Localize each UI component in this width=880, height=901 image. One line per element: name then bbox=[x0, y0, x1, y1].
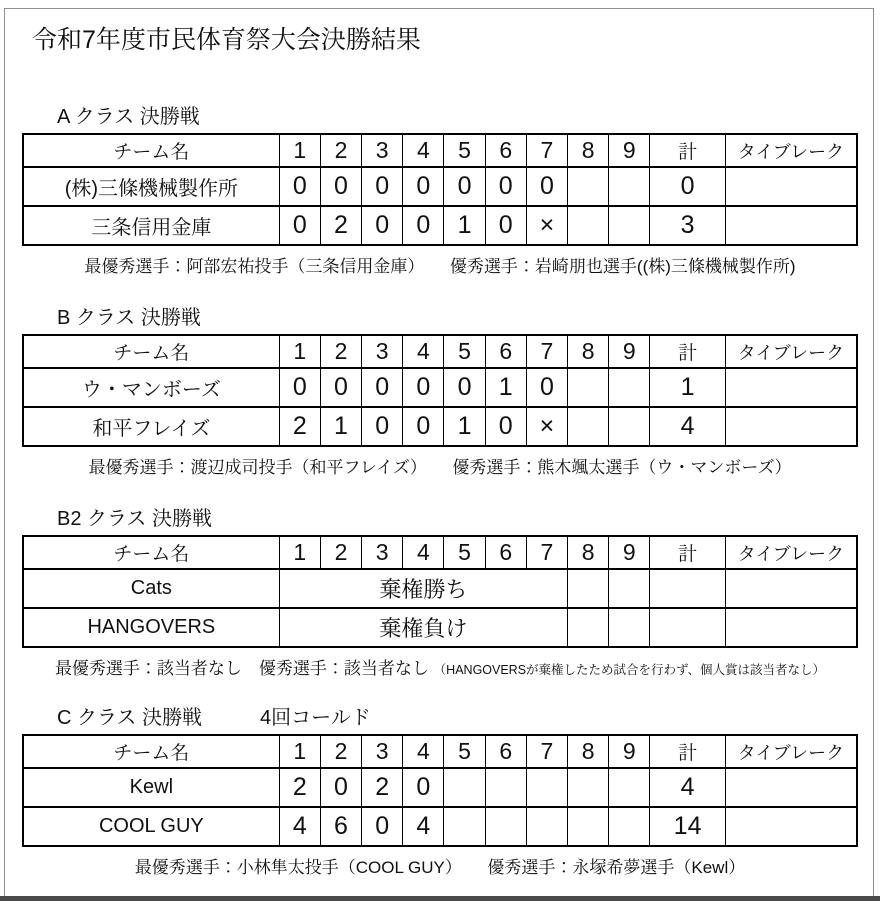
team-name-cell: COOL GUY bbox=[23, 807, 279, 846]
tiebreak-cell bbox=[725, 167, 857, 206]
forfeit-result-cell: 棄権勝ち bbox=[279, 569, 567, 608]
team-score-row bbox=[23, 206, 857, 245]
team-name-header-cell: チーム名 bbox=[23, 335, 279, 368]
inning-score-cell bbox=[609, 608, 650, 647]
inning-score-cell bbox=[568, 569, 609, 608]
inning-header-cell: 7 bbox=[526, 134, 567, 167]
award-note bbox=[22, 853, 858, 878]
tiebreak-cell bbox=[725, 206, 857, 245]
inning-score-cell: 1 bbox=[485, 368, 526, 407]
total-score-cell: 0 bbox=[650, 167, 725, 206]
inning-score-cell bbox=[444, 807, 485, 846]
inning-score-cell: 0 bbox=[362, 807, 403, 846]
inning-score-cell bbox=[485, 768, 526, 807]
inning-score-cell: 0 bbox=[279, 368, 320, 407]
total-score-cell: 3 bbox=[650, 206, 725, 245]
inning-score-cell: 0 bbox=[485, 167, 526, 206]
inning-header-cell: 9 bbox=[609, 134, 650, 167]
inning-score-cell bbox=[609, 768, 650, 807]
inning-header-cell: 7 bbox=[526, 735, 567, 768]
team-name-header-cell: チーム名 bbox=[23, 536, 279, 569]
tiebreak-header-cell: タイブレーク bbox=[725, 735, 857, 768]
inning-score-cell: 2 bbox=[320, 206, 361, 245]
team-name-cell: Kewl bbox=[23, 768, 279, 807]
inning-score-cell: 0 bbox=[279, 206, 320, 245]
inning-score-cell: 1 bbox=[320, 407, 361, 446]
inning-score-cell: 0 bbox=[362, 368, 403, 407]
inning-header-cell: 4 bbox=[403, 335, 444, 368]
inning-header-cell: 7 bbox=[526, 536, 567, 569]
section-heading bbox=[57, 502, 858, 531]
inning-score-cell: × bbox=[526, 206, 567, 245]
total-score-cell: 4 bbox=[650, 768, 725, 807]
inning-score-cell: 0 bbox=[485, 206, 526, 245]
inning-header-cell: 2 bbox=[320, 335, 361, 368]
inning-score-cell bbox=[568, 167, 609, 206]
total-score-cell: 1 bbox=[650, 368, 725, 407]
inning-header-cell: 6 bbox=[485, 335, 526, 368]
inning-header-cell: 5 bbox=[444, 335, 485, 368]
inning-header-cell: 1 bbox=[279, 735, 320, 768]
inning-header-cell: 2 bbox=[320, 735, 361, 768]
total-header-cell: 計 bbox=[650, 536, 725, 569]
inning-header-cell: 9 bbox=[609, 536, 650, 569]
inning-score-cell bbox=[526, 768, 567, 807]
team-name-header-cell: チーム名 bbox=[23, 134, 279, 167]
team-name-cell: Cats bbox=[23, 569, 279, 608]
inning-header-cell: 2 bbox=[320, 536, 361, 569]
inning-score-cell: 0 bbox=[403, 368, 444, 407]
inning-header-cell: 8 bbox=[568, 536, 609, 569]
inning-header-cell: 5 bbox=[444, 735, 485, 768]
team-score-row bbox=[23, 768, 857, 807]
inning-score-cell: 0 bbox=[403, 768, 444, 807]
inning-header-cell: 4 bbox=[403, 134, 444, 167]
inning-score-cell: 4 bbox=[403, 807, 444, 846]
inning-header-cell: 3 bbox=[362, 735, 403, 768]
inning-header-cell: 4 bbox=[403, 536, 444, 569]
inning-score-cell bbox=[485, 807, 526, 846]
inning-header-cell: 8 bbox=[568, 134, 609, 167]
inning-score-cell: 0 bbox=[320, 167, 361, 206]
team-score-row bbox=[23, 407, 857, 446]
inning-header-cell: 8 bbox=[568, 735, 609, 768]
inning-score-cell: 0 bbox=[444, 368, 485, 407]
team-name-cell: (株)三條機械製作所 bbox=[23, 167, 279, 206]
inning-score-cell: 0 bbox=[362, 407, 403, 446]
team-name-cell: 和平フレイズ bbox=[23, 407, 279, 446]
tiebreak-cell bbox=[725, 368, 857, 407]
inning-score-cell: 0 bbox=[362, 206, 403, 245]
team-name-header-cell: チーム名 bbox=[23, 735, 279, 768]
inning-score-cell: 0 bbox=[279, 167, 320, 206]
table-header-row bbox=[23, 735, 857, 768]
inning-score-cell bbox=[568, 368, 609, 407]
inning-score-cell bbox=[609, 407, 650, 446]
inning-score-cell: 0 bbox=[403, 167, 444, 206]
inning-score-cell bbox=[609, 206, 650, 245]
inning-score-cell bbox=[568, 206, 609, 245]
total-header-cell: 計 bbox=[650, 134, 725, 167]
total-score-cell bbox=[650, 608, 725, 647]
section-subheading-label: 4回コールド bbox=[259, 707, 371, 729]
inning-header-cell: 5 bbox=[444, 536, 485, 569]
team-score-row bbox=[23, 608, 857, 647]
inning-header-cell: 8 bbox=[568, 335, 609, 368]
award-note-main: 最優秀選手：小林隼太投手（COOL GUY） 優秀選手：永塚希夢選手（Kewl） bbox=[134, 858, 746, 877]
inning-header-cell: 4 bbox=[403, 735, 444, 768]
inning-score-cell bbox=[609, 368, 650, 407]
inning-score-cell bbox=[609, 167, 650, 206]
inning-header-cell: 6 bbox=[485, 134, 526, 167]
inning-score-cell bbox=[568, 407, 609, 446]
section-b2-class-final bbox=[22, 502, 858, 679]
tiebreak-cell bbox=[725, 569, 857, 608]
section-b-class-final bbox=[22, 301, 858, 478]
inning-score-cell: 0 bbox=[526, 368, 567, 407]
inning-header-cell: 3 bbox=[362, 134, 403, 167]
inning-score-cell: 0 bbox=[526, 167, 567, 206]
section-a-class-final bbox=[22, 100, 858, 277]
tiebreak-header-cell: タイブレーク bbox=[725, 536, 857, 569]
inning-score-cell bbox=[568, 807, 609, 846]
table-header-row bbox=[23, 536, 857, 569]
tiebreak-cell bbox=[725, 768, 857, 807]
inning-header-cell: 6 bbox=[485, 536, 526, 569]
scoreboard-table-a bbox=[22, 133, 858, 246]
table-body bbox=[23, 335, 857, 446]
award-note-main: 最優秀選手：阿部宏祐投手（三条信用金庫） 優秀選手：岩崎朋也選手((株)三條機械製作所) bbox=[84, 257, 796, 276]
table-header-row bbox=[23, 134, 857, 167]
section-heading-label: B クラス 決勝戦 bbox=[57, 307, 201, 329]
section-heading bbox=[57, 100, 858, 129]
tiebreak-header-cell: タイブレーク bbox=[725, 134, 857, 167]
inning-score-cell: 0 bbox=[403, 206, 444, 245]
tiebreak-cell bbox=[725, 407, 857, 446]
award-note bbox=[22, 453, 858, 478]
inning-score-cell: 0 bbox=[362, 167, 403, 206]
scoreboard-table-b2 bbox=[22, 535, 858, 648]
table-body bbox=[23, 134, 857, 245]
inning-score-cell: 1 bbox=[444, 206, 485, 245]
team-score-row bbox=[23, 569, 857, 608]
scoreboard-table-b bbox=[22, 334, 858, 447]
award-note-small: （HANGOVERSが棄権したため試合を行わず、個人賞は該当者なし） bbox=[433, 663, 826, 677]
total-score-cell: 14 bbox=[650, 807, 725, 846]
inning-score-cell: 1 bbox=[444, 407, 485, 446]
award-note-main: 最優秀選手：渡辺成司投手（和平フレイズ） 優秀選手：熊木颯太選手（ウ・マンボーズ） bbox=[88, 458, 792, 477]
inning-score-cell: 6 bbox=[320, 807, 361, 846]
section-heading-label: C クラス 決勝戦 bbox=[57, 707, 202, 729]
inning-score-cell: 0 bbox=[485, 407, 526, 446]
total-header-cell: 計 bbox=[650, 735, 725, 768]
inning-header-cell: 1 bbox=[279, 134, 320, 167]
section-heading bbox=[57, 301, 858, 330]
inning-header-cell: 3 bbox=[362, 536, 403, 569]
page-bottom-edge bbox=[0, 896, 880, 901]
total-header-cell: 計 bbox=[650, 335, 725, 368]
inning-header-cell: 9 bbox=[609, 335, 650, 368]
section-heading bbox=[57, 701, 858, 730]
team-score-row bbox=[23, 368, 857, 407]
inning-header-cell: 2 bbox=[320, 134, 361, 167]
scoreboard-table-c bbox=[22, 734, 858, 847]
team-name-cell: 三条信用金庫 bbox=[23, 206, 279, 245]
forfeit-result-cell: 棄権負け bbox=[279, 608, 567, 647]
inning-header-cell: 1 bbox=[279, 536, 320, 569]
team-score-row bbox=[23, 807, 857, 846]
team-score-row bbox=[23, 167, 857, 206]
tiebreak-cell bbox=[725, 807, 857, 846]
inning-header-cell: 6 bbox=[485, 735, 526, 768]
total-score-cell: 4 bbox=[650, 407, 725, 446]
inning-score-cell: 2 bbox=[279, 407, 320, 446]
section-heading-label: B2 クラス 決勝戦 bbox=[57, 508, 212, 530]
inning-score-cell bbox=[609, 807, 650, 846]
inning-score-cell: 0 bbox=[403, 407, 444, 446]
inning-header-cell: 9 bbox=[609, 735, 650, 768]
inning-header-cell: 5 bbox=[444, 134, 485, 167]
inning-score-cell: 0 bbox=[444, 167, 485, 206]
inning-score-cell: × bbox=[526, 407, 567, 446]
tiebreak-cell bbox=[725, 608, 857, 647]
inning-score-cell bbox=[526, 807, 567, 846]
award-note bbox=[22, 252, 858, 277]
inning-score-cell bbox=[444, 768, 485, 807]
total-score-cell bbox=[650, 569, 725, 608]
table-header-row bbox=[23, 335, 857, 368]
table-body bbox=[23, 735, 857, 846]
inning-score-cell: 0 bbox=[320, 768, 361, 807]
team-name-cell: HANGOVERS bbox=[23, 608, 279, 647]
inning-header-cell: 1 bbox=[279, 335, 320, 368]
inning-score-cell: 0 bbox=[320, 368, 361, 407]
tiebreak-header-cell: タイブレーク bbox=[725, 335, 857, 368]
award-note bbox=[22, 654, 858, 679]
award-note-main: 最優秀選手：該当者なし 優秀選手：該当者なし bbox=[54, 659, 434, 678]
document-title: 令和7年度市民体育祭大会決勝結果 bbox=[32, 26, 421, 54]
inning-score-cell: 4 bbox=[279, 807, 320, 846]
inning-score-cell: 2 bbox=[279, 768, 320, 807]
inning-score-cell bbox=[568, 608, 609, 647]
table-body bbox=[23, 536, 857, 647]
inning-header-cell: 3 bbox=[362, 335, 403, 368]
inning-score-cell: 2 bbox=[362, 768, 403, 807]
inning-score-cell bbox=[609, 569, 650, 608]
section-c-class-final bbox=[22, 701, 858, 878]
section-heading-label: A クラス 決勝戦 bbox=[57, 106, 200, 128]
team-name-cell: ウ・マンボーズ bbox=[23, 368, 279, 407]
inning-header-cell: 7 bbox=[526, 335, 567, 368]
inning-score-cell bbox=[568, 768, 609, 807]
